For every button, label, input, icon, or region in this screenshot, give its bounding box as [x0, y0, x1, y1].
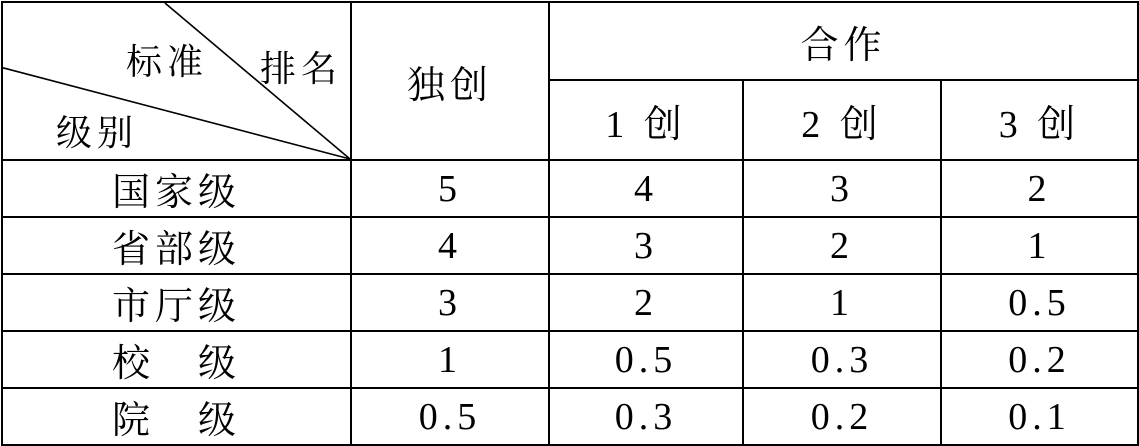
table-row-college — [2, 388, 1138, 445]
cell-value: 0.3 — [549, 388, 743, 445]
cell-value: 0.2 — [941, 331, 1138, 388]
table-row-municipal — [2, 274, 1138, 331]
cell-value: 0.2 — [743, 388, 941, 445]
row-label: 院 级 — [2, 388, 351, 445]
cell-value: 0.1 — [941, 388, 1138, 445]
header-cooperation: 合作 — [549, 2, 1138, 80]
cell-value: 3 — [743, 160, 941, 217]
corner-label-criteria: 标准 — [125, 42, 209, 82]
header-solo: 独创 — [351, 2, 549, 160]
table-row-national — [2, 160, 1138, 217]
cell-value: 0.3 — [743, 331, 941, 388]
cell-value: 4 — [549, 160, 743, 217]
header-coop-rank-2: 2 创 — [743, 80, 941, 160]
row-label: 省部级 — [2, 217, 351, 274]
cell-value: 2 — [941, 160, 1138, 217]
cell-value: 3 — [351, 274, 549, 331]
cell-value: 2 — [549, 274, 743, 331]
cell-value: 1 — [941, 217, 1138, 274]
cell-value: 1 — [351, 331, 549, 388]
header-coop-rank-3: 3 创 — [941, 80, 1138, 160]
header-row-1 — [2, 2, 1138, 80]
cell-value: 4 — [351, 217, 549, 274]
cell-value: 0.5 — [351, 388, 549, 445]
table-row-school — [2, 331, 1138, 388]
row-label: 校 级 — [2, 331, 351, 388]
cell-value: 3 — [549, 217, 743, 274]
table-row-provincial — [2, 217, 1138, 274]
score-table — [1, 1, 1139, 446]
corner-label-level: 级别 — [55, 113, 139, 153]
corner-label-rank: 排名 — [259, 49, 343, 89]
row-label: 国家级 — [2, 160, 351, 217]
row-label: 市厅级 — [2, 274, 351, 331]
cell-value: 5 — [351, 160, 549, 217]
cell-value: 0.5 — [549, 331, 743, 388]
cell-value: 1 — [743, 274, 941, 331]
header-coop-rank-1: 1 创 — [549, 80, 743, 160]
cell-value: 0.5 — [941, 274, 1138, 331]
cell-value: 2 — [743, 217, 941, 274]
corner-header-cell — [2, 2, 351, 160]
